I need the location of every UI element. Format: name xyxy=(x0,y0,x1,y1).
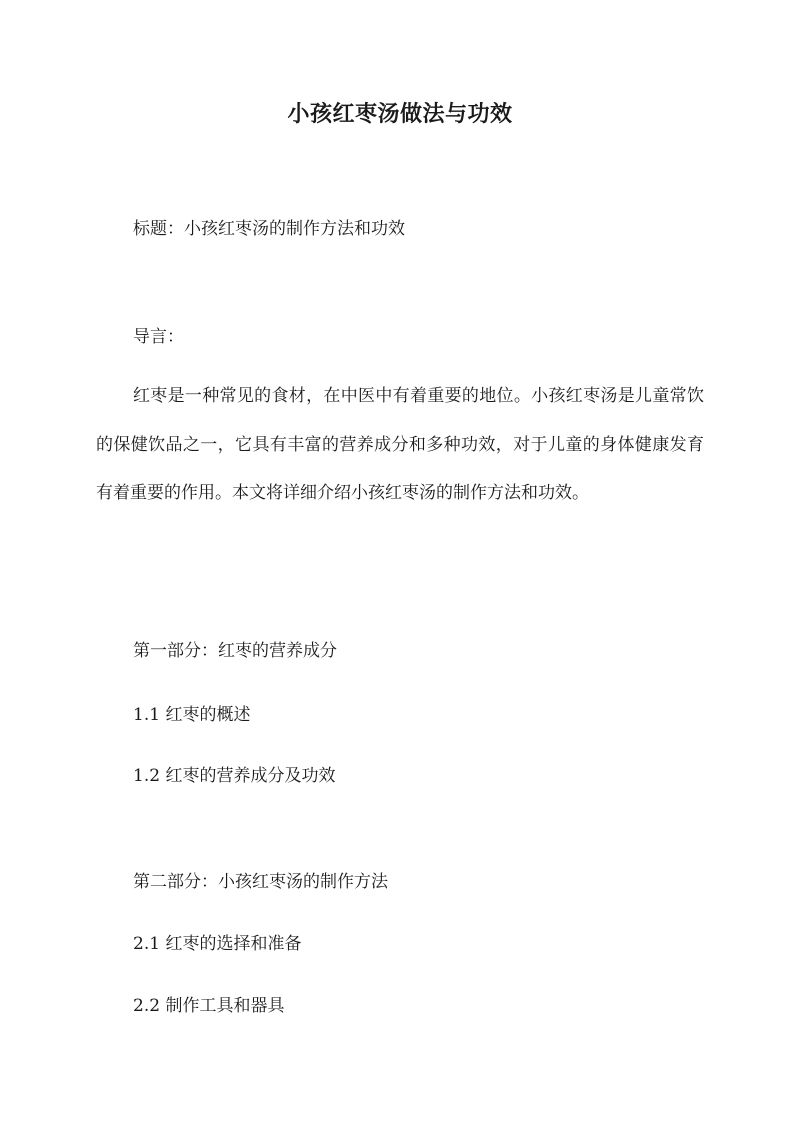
intro-paragraph: 红枣是一种常见的食材，在中医中有着重要的地位。小孩红枣汤是儿童常饮的保健饮品之一，它具有丰富的营养成分和多种功效，对于儿童的身体健康发育有着重要的作用。本文将详细介绍小孩红枣汤的制作方法和功效。 xyxy=(96,386,704,503)
document-title: 小孩红枣汤做法与功效 xyxy=(287,101,513,127)
section1-item-1: 1.1 红枣的概述 xyxy=(133,705,251,725)
section2-item-1: 2.1 红枣的选择和准备 xyxy=(133,934,302,954)
section1-heading: 第一部分：红枣的营养成分 xyxy=(133,641,337,661)
section1-item-2: 1.2 红枣的营养成分及功效 xyxy=(133,766,336,786)
section2-heading: 第二部分：小孩红枣汤的制作方法 xyxy=(133,872,388,892)
intro-label: 导言： xyxy=(133,327,184,347)
section2-item-2: 2.2 制作工具和器具 xyxy=(133,996,285,1016)
subtitle-line: 标题：小孩红枣汤的制作方法和功效 xyxy=(133,219,405,239)
